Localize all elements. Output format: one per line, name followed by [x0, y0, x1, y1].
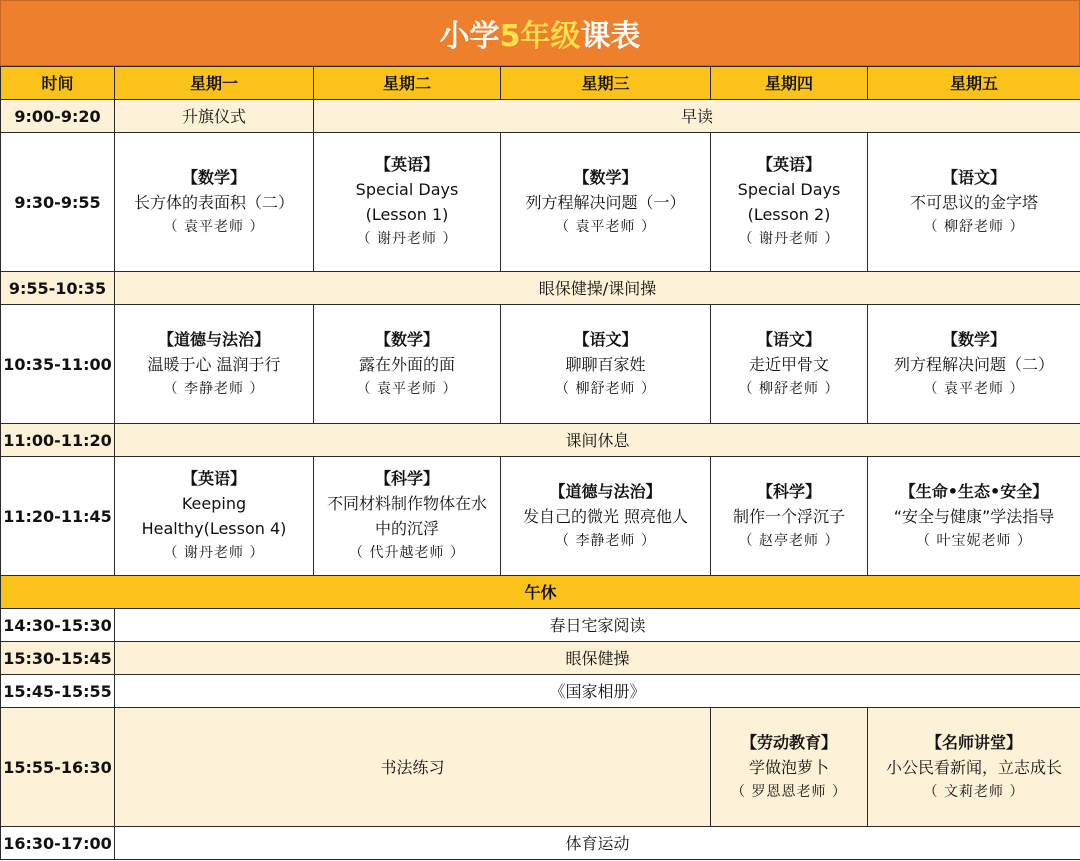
subject-label: 【数学】 [374, 329, 439, 349]
table-row [1, 305, 1080, 424]
subject-label: 【生命•生态•安全】 [899, 481, 1049, 501]
table-row [1, 609, 1080, 642]
subject-label: 【数学】 [573, 167, 638, 187]
teacher-name: （ 叶宝妮老师 ） [916, 532, 1032, 549]
lesson-topic: Healthy(Lesson 4) [141, 519, 287, 538]
time-cell: 9:30-9:55 [1, 133, 115, 272]
activity-cell: 《国家相册》 [115, 675, 1080, 708]
class-cell [314, 457, 501, 576]
class-cell [711, 457, 868, 576]
class-cell [314, 133, 501, 272]
lesson-topic: “安全与健康”学法指导 [893, 506, 1055, 526]
class-cell [115, 305, 314, 424]
class-cell [711, 305, 868, 424]
lesson-topic: (Lesson 2) [747, 205, 831, 224]
time-cell: 10:35-11:00 [1, 305, 115, 424]
lesson-topic: 长方体的表面积（二） [133, 192, 294, 212]
class-cell [868, 708, 1080, 827]
lesson-topic: 发自己的微光 照亮他人 [522, 506, 689, 526]
class-cell [501, 305, 711, 424]
header-time: 时间 [1, 67, 115, 100]
lesson-topic: 聊聊百家姓 [565, 354, 646, 374]
class-cell [868, 305, 1080, 424]
subject-label: 【英语】 [181, 469, 246, 488]
class-cell [711, 708, 868, 827]
table-row [1, 457, 1080, 576]
teacher-name: （ 赵亭老师 ） [738, 532, 840, 549]
header-row [1, 67, 1080, 100]
header-wed: 星期三 [501, 67, 711, 100]
teacher-name: （ 柳舒老师 ） [738, 380, 840, 397]
teacher-name: （ 代升越老师 ） [349, 545, 465, 561]
teacher-name: （ 袁平老师 ） [923, 380, 1025, 397]
header-tue: 星期二 [314, 67, 501, 100]
schedule-title [0, 0, 1080, 66]
time-cell: 15:30-15:45 [1, 642, 115, 675]
time-cell: 15:45-15:55 [1, 675, 115, 708]
class-cell [501, 133, 711, 272]
lunch-row [1, 576, 1080, 609]
break-cell: 课间休息 [115, 424, 1080, 457]
time-cell: 9:55-10:35 [1, 272, 115, 305]
break-cell: 眼保健操/课间操 [115, 272, 1080, 305]
activity-cell: 眼保健操 [115, 642, 1080, 675]
subject-label: 【英语】 [756, 155, 821, 174]
class-cell [115, 133, 314, 272]
subject-label: 【语文】 [941, 167, 1006, 187]
lesson-topic: 露在外面的面 [358, 354, 455, 374]
subject-label: 【道德与法治】 [157, 329, 270, 349]
subject-label: 【英语】 [374, 155, 439, 174]
table-row [1, 642, 1080, 675]
subject-label: 【科学】 [374, 469, 439, 488]
activity-cell: 体育运动 [115, 827, 1080, 860]
subject-label: 【名师讲堂】 [925, 732, 1022, 752]
teacher-name: （ 文莉老师 ） [923, 783, 1025, 800]
time-cell: 14:30-15:30 [1, 609, 115, 642]
header-mon: 星期一 [115, 67, 314, 100]
timetable [0, 66, 1080, 860]
lesson-topic: (Lesson 1) [365, 205, 449, 224]
table-row [1, 708, 1080, 827]
lesson-topic: 温暖于心 温润于行 [147, 354, 281, 374]
lesson-topic: 学做泡萝卜 [748, 757, 829, 777]
class-cell [868, 457, 1080, 576]
teacher-name: （ 谢丹老师 ） [163, 545, 265, 561]
class-cell [501, 457, 711, 576]
table-row [1, 272, 1080, 305]
teacher-name: （ 袁平老师 ） [555, 218, 656, 235]
lesson-topic: 小公民看新闻，立志成长 [885, 757, 1062, 777]
teacher-name: （ 李静老师 ） [163, 380, 265, 397]
class-cell [314, 305, 501, 424]
time-cell: 15:55-16:30 [1, 708, 115, 827]
table-row [1, 827, 1080, 860]
teacher-name: （ 柳舒老师 ） [555, 380, 656, 397]
header-fri: 星期五 [868, 67, 1080, 100]
subject-label: 【劳动教育】 [740, 732, 837, 752]
flag-ceremony-cell: 升旗仪式 [115, 100, 314, 133]
lesson-topic: 中的沉浮 [374, 519, 439, 538]
lesson-topic: 列方程解决问题（二） [893, 354, 1054, 374]
lesson-topic: 不同材料制作物体在水 [326, 494, 487, 513]
class-cell [115, 457, 314, 576]
title-grade: 5年级 [499, 19, 581, 54]
table-row [1, 675, 1080, 708]
title-prefix: 小学 [439, 19, 500, 54]
teacher-name: （ 袁平老师 ） [356, 380, 458, 397]
lesson-topic: 列方程解决问题（一） [525, 192, 686, 212]
morning-reading-cell: 早读 [314, 100, 1080, 133]
table-row [1, 133, 1080, 272]
lesson-topic: Special Days [355, 180, 459, 199]
subject-label: 【道德与法治】 [549, 481, 662, 501]
subject-label: 【语文】 [573, 329, 638, 349]
class-cell [868, 133, 1080, 272]
teacher-name: （ 谢丹老师 ） [738, 231, 840, 247]
teacher-name: （ 柳舒老师 ） [923, 218, 1025, 235]
lesson-topic: 不可思议的金字塔 [909, 192, 1038, 212]
subject-label: 【数学】 [941, 329, 1006, 349]
teacher-name: （ 罗恩恩老师 ） [731, 783, 847, 800]
lesson-topic: 走近甲骨文 [748, 354, 829, 374]
subject-label: 【数学】 [181, 167, 246, 187]
title-suffix: 课表 [580, 19, 641, 54]
teacher-name: （ 李静老师 ） [555, 532, 656, 549]
time-cell: 9:00-9:20 [1, 100, 115, 133]
class-cell [711, 133, 868, 272]
subject-label: 【语文】 [756, 329, 821, 349]
subject-label: 【科学】 [756, 481, 821, 501]
time-cell: 11:00-11:20 [1, 424, 115, 457]
teacher-name: （ 谢丹老师 ） [356, 231, 458, 247]
calligraphy-cell: 书法练习 [115, 708, 711, 827]
lesson-topic: Keeping [181, 494, 247, 513]
table-row [1, 424, 1080, 457]
lesson-topic: Special Days [737, 180, 841, 199]
lesson-topic: 制作一个浮沉子 [732, 506, 845, 526]
header-thu: 星期四 [711, 67, 868, 100]
time-cell: 11:20-11:45 [1, 457, 115, 576]
activity-cell: 春日宅家阅读 [115, 609, 1080, 642]
table-row [1, 100, 1080, 133]
time-cell: 16:30-17:00 [1, 827, 115, 860]
lunch-cell: 午休 [1, 576, 1080, 609]
teacher-name: （ 袁平老师 ） [163, 218, 265, 235]
